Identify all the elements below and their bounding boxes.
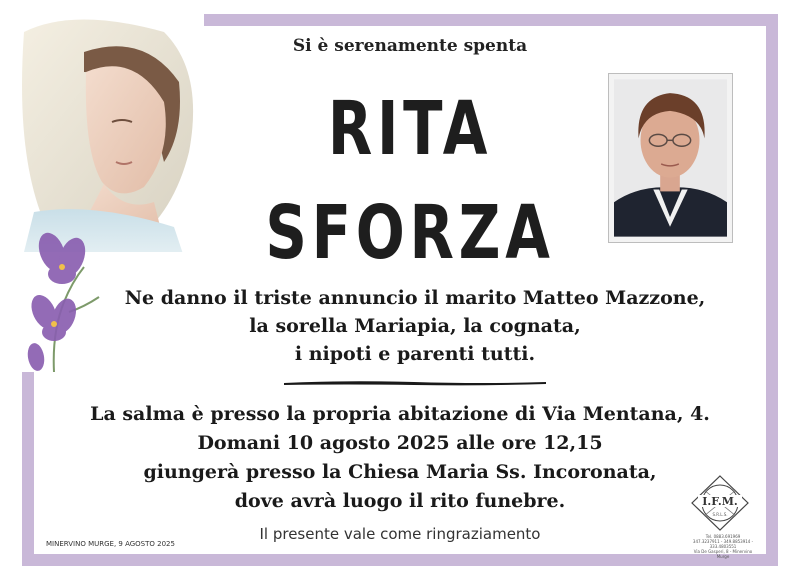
agency-logo-text: I.F.M. [702,495,738,508]
funeral-details [70,400,730,516]
announcement-line: la sorella Mariapia, la cognata, [249,315,581,337]
thanks-text: Il presente vale come ringraziamento [259,525,541,543]
place-date: MINERVINO MURGE, 9 AGOSTO 2025 [46,540,175,548]
agency-contact-line: Via De Gasperi, 8 - Minervino Murge [693,549,753,559]
agency-contact [688,534,758,559]
agency-logo [690,474,750,532]
intro-text: Si è serenamente spenta [292,36,528,56]
details-line: giungerà presso la Chiesa Maria Ss. Incoronata, [143,461,657,483]
announcement-line: Ne danno il triste annuncio il marito Matteo Mazzone, [124,287,706,309]
agency-logo-sub: S.R.L.S. [712,512,728,517]
announcement-text [90,284,740,368]
details-line: Domani 10 agosto 2025 alle ore 12,15 [197,432,603,454]
agency-contact-line: 347.3237911 - 349.8853914 - 333.4803551 [692,539,754,549]
deceased-last-name: SFORZA [265,190,555,276]
details-line: La salma è presso la propria abitazione di Via Mentana, 4. [90,403,710,425]
details-line: dove avrà luogo il rito funebre. [234,490,566,512]
deceased-first-name: RITA [327,86,493,172]
agency-contact-line: Tel. 0883.691969 [705,534,741,539]
announcement-line: i nipoti e parenti tutti. [294,343,536,365]
brush-divider [284,380,546,386]
deceased-photo [608,73,733,243]
